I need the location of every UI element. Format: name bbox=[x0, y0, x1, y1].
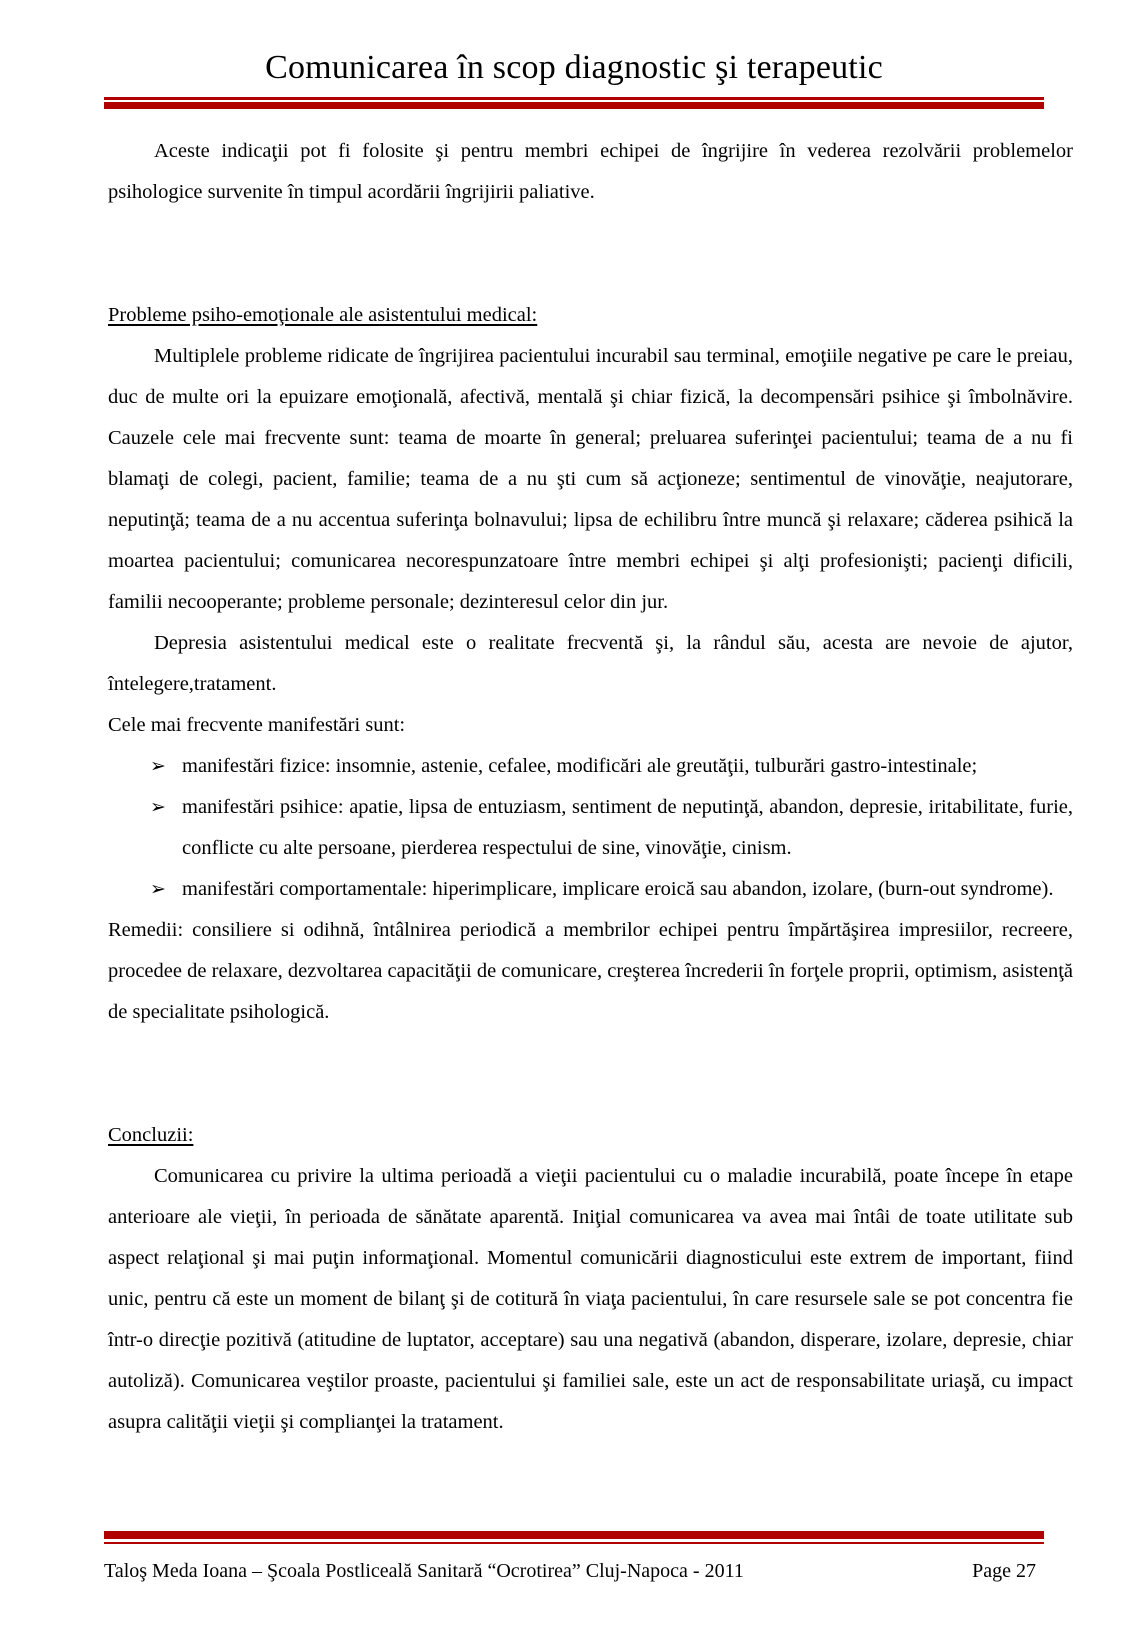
spacer bbox=[108, 1033, 1073, 1115]
paragraph-conclusions: Comunicarea cu privire la ultima perioadă a vieţii pacientului cu o maladie incurabilă, poate începe în etape anterioare ale vieţii, în perioada de sănătate aparentă. Iniţial comunicarea va avea mai întâi de toate utilitate sub aspect relaţional şi mai puţin informaţional. Momentul comunicării diagnosticului este extrem de important, fiind unic, pentru că este un moment de bilanţ şi de cotitură în viaţa pacientului, în care resursele sale se pot concentra fie într-o direcţie pozitivă (atitudine de luptator, acceptare) sau una negativă (abandon, disperare, izolare, depresie, chiar autoliză). Comunicarea veştilor proaste, pacientului şi familiei sale, este un act de responsabilitate uriaşă, cu impact asupra calităţii vieţii şi complianţei la tratament. bbox=[108, 1165, 1073, 1433]
document-body bbox=[108, 131, 1073, 1443]
intro-paragraph: Aceste indicaţii pot fi folosite şi pentru membri echipei de îngrijire în vederea rezolvării problemelor psihologice survenite în timpul acordării îngrijirii paliative. bbox=[108, 140, 1073, 203]
arrow-bullet-icon: ➢ bbox=[150, 796, 166, 818]
list-item bbox=[108, 869, 1073, 910]
footer-divider bbox=[104, 1531, 1044, 1544]
arrow-bullet-icon: ➢ bbox=[150, 755, 166, 777]
footer-author-line: Taloş Meda Ioana – Şcoala Postliceală Sanitară “Ocrotirea” Cluj-Napoca - 2011 bbox=[104, 1560, 744, 1582]
list-item bbox=[108, 787, 1073, 869]
section-heading-conclusions-text: Concluzii: bbox=[108, 1124, 194, 1146]
section-heading-problems-text: Probleme psiho-emoţionale ale asistentului medical: bbox=[108, 304, 538, 326]
footer-page-number: Page 27 bbox=[972, 1560, 1036, 1582]
header-divider-thick-line bbox=[104, 102, 1044, 109]
section-heading-conclusions bbox=[108, 1115, 1073, 1156]
page-header bbox=[0, 0, 1148, 109]
list-item-text: manifestări fizice: insomnie, astenie, cefalee, modificări ale greutăţii, tulburări gastro-intestinale; bbox=[182, 755, 978, 777]
list-item bbox=[108, 746, 1073, 787]
page-title: Comunicarea în scop diagnostic şi terapeutic bbox=[265, 49, 883, 86]
list-lead-in: Cele mai frecvente manifestări sunt: bbox=[108, 714, 406, 736]
spacer bbox=[108, 213, 1073, 295]
paragraph-remedies: Remedii: consiliere si odihnă, întâlnirea periodică a membrilor echipei pentru împărtăşirea impresiilor, recreere, procedee de relaxare, dezvoltarea capacităţii de comunicare, creşterea încrederii în forţele proprii, optimism, asistenţă de specialitate psihologică. bbox=[108, 919, 1073, 1023]
page-footer bbox=[0, 1531, 1148, 1634]
arrow-bullet-icon: ➢ bbox=[150, 878, 166, 900]
paragraph-problems: Multiplele probleme ridicate de îngrijirea pacientului incurabil sau terminal, emoţiile negative pe care le preiau, duc de multe ori la epuizare emoţională, afectivă, mentală şi chiar fizică, la decompensări psihice şi îmbolnăvire. Cauzele cele mai frecvente sunt: teama de moarte în general; preluarea suferinţei pacientului; teama de a nu fi blamaţi de colegi, pacient, familie; teama de a nu şti cum să acţioneze; sentimentul de vinovăţie, neajutorare, neputinţă; teama de a nu accentua suferinţa bolnavului; lipsa de echilibru între muncă şi relaxare; căderea psihică la moartea pacientului; comunicarea necorespunzatoare între membri echipei şi alţi profesionişti; pacienţi dificili, familii necooperante; probleme personale; dezinteresul celor din jur. bbox=[108, 345, 1073, 613]
list-item-text: manifestări comportamentale: hiperimplicare, implicare eroică sau abandon, izolare, (burn-out syndrome). bbox=[182, 878, 1054, 900]
footer-divider-thick-line bbox=[104, 1531, 1044, 1539]
header-divider bbox=[104, 97, 1044, 109]
section-heading-problems bbox=[108, 295, 1073, 336]
list-item-text: manifestări psihice: apatie, lipsa de entuziasm, sentiment de neputinţă, abandon, depresie, iritabilitate, furie, conflicte cu alte persoane, pierderea respectului de sine, vinovăţie, cinism. bbox=[182, 796, 1073, 859]
manifestations-list bbox=[108, 746, 1073, 910]
footer-content bbox=[104, 1544, 1044, 1634]
paragraph-depression: Depresia asistentului medical este o realitate frecventă şi, la rândul său, acesta are nevoie de ajutor, întelegere,tratament. bbox=[108, 632, 1073, 695]
